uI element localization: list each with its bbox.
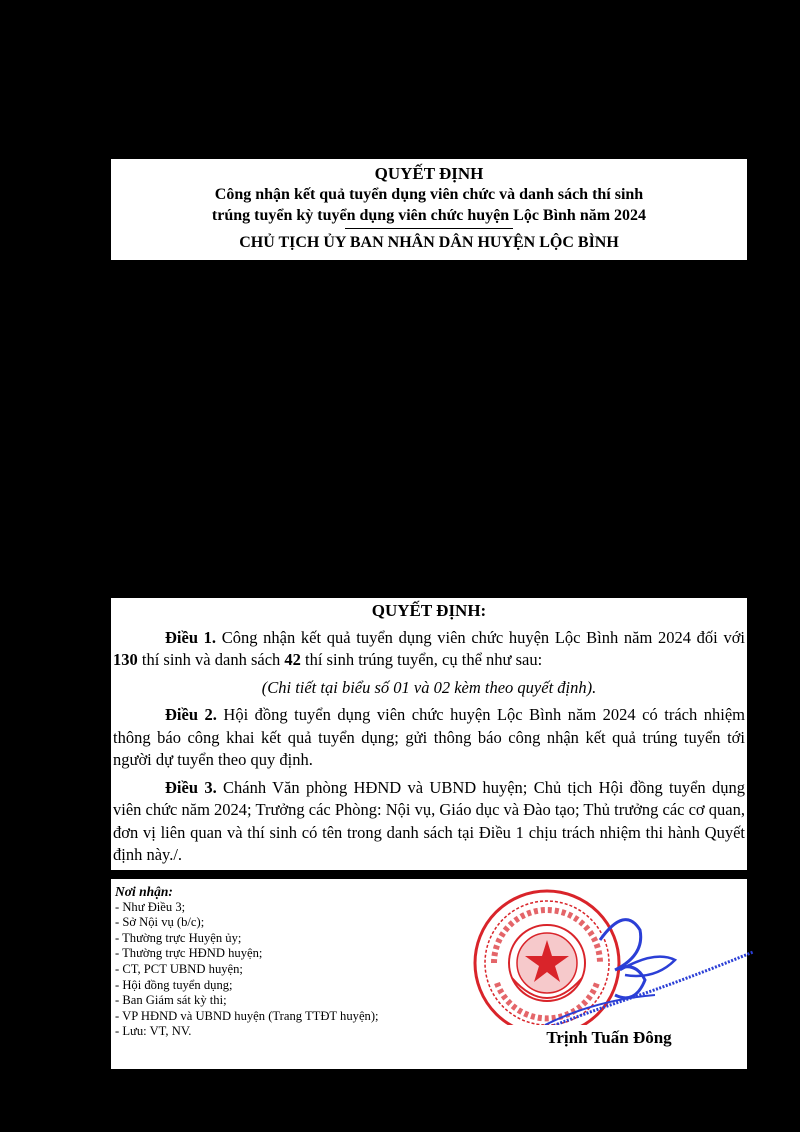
article-1-text-b: thí sinh và danh sách bbox=[137, 650, 285, 669]
issuing-authority: CHỦ TỊCH ỦY BAN NHÂN DÂN HUYỆN LỘC BÌNH bbox=[239, 234, 619, 251]
recipient-item: - Hội đồng tuyển dụng; bbox=[115, 977, 233, 992]
article-1-detail: (Chi tiết tại biểu số 01 và 02 kèm theo quyết định). bbox=[261, 677, 597, 697]
candidate-count: 130 bbox=[113, 650, 138, 669]
header-panel bbox=[111, 159, 747, 260]
article-2-text: Hội đồng tuyển dụng viên chức huyện Lộc Bình năm 2024 có trách nhiệm thông báo công khai kết quả tuyển dụng; gửi thông báo công nhận kết quả trúng tuyển tới người dự tuyển theo quy định. bbox=[113, 705, 745, 769]
recipient-item: - Thường trực Huyện ủy; bbox=[115, 930, 242, 945]
article-1 bbox=[111, 627, 747, 672]
recipient-item: - Lưu: VT, NV. bbox=[115, 1024, 192, 1039]
recipient-item: - Sở Nội vụ (b/c); bbox=[115, 915, 205, 930]
title-underline bbox=[345, 228, 513, 229]
document-subtitle-line2: trúng tuyển kỳ tuyển dụng viên chức huyện Lộc Bình năm 2024 bbox=[211, 207, 647, 224]
article-3-label: Điều 3. bbox=[165, 777, 217, 797]
article-2 bbox=[111, 704, 747, 772]
decision-panel bbox=[111, 598, 747, 870]
recipient-item: - Ban Giám sát kỳ thi; bbox=[115, 993, 227, 1008]
document-title: QUYẾT ĐỊNH bbox=[374, 164, 484, 183]
recipient-item: - VP HĐND và UBND huyện (Trang TTĐT huyện); bbox=[115, 1008, 379, 1023]
article-3 bbox=[111, 777, 747, 867]
article-1-text-a: Công nhận kết quả tuyển dụng viên chức huyện Lộc Bình năm 2024 đối với bbox=[216, 627, 746, 647]
recipient-panel bbox=[111, 879, 473, 1052]
article-3-text: Chánh Văn phòng HĐND và UBND huyện; Chủ tịch Hội đồng tuyển dụng viên chức năm 2024; Trưởng các Phòng: Nội vụ, Giáo dục và Đào tạo; Thủ trưởng các cơ quan, đơn vị liên quan và thí sinh có tên trong danh sách tại Điều 1 chịu trách nhiệm thi hành Quyết định này./. bbox=[113, 777, 745, 864]
article-1-label: Điều 1. bbox=[165, 627, 217, 647]
document-subtitle-line1: Công nhận kết quả tuyển dụng viên chức và danh sách thí sinh bbox=[214, 186, 644, 203]
recipient-item: - Như Điều 3; bbox=[115, 899, 186, 914]
signer-name: Trịnh Tuấn Đông bbox=[480, 1025, 738, 1051]
recipient-item: - Thường trực HĐND huyện; bbox=[115, 946, 263, 961]
passed-count: 42 bbox=[284, 650, 301, 669]
recipients-title: Nơi nhận: bbox=[115, 884, 173, 899]
article-1-text-c: thí sinh trúng tuyển, cụ thể như sau: bbox=[300, 650, 543, 669]
recipient-item: - CT, PCT UBND huyện; bbox=[115, 961, 243, 976]
decision-title: QUYẾT ĐỊNH: bbox=[371, 601, 487, 620]
article-2-label: Điều 2. bbox=[165, 705, 217, 724]
